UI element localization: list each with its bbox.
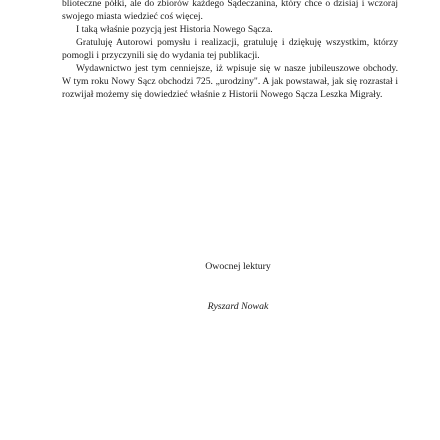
author-signature: Ryszard Nowak [207,301,269,312]
paragraph-3: Gratuluję Autorowi pomysłu i realizacji, gratuluję i dziękuję wszystkim, którzy pomogli i przyczynili się do wydania tej publikacji. [62,37,398,61]
paragraph-2: I taką właśnie pozycją jest Historia Nowego Sącza. [76,24,273,35]
closing-wishes: Owocnej lektury [205,261,271,272]
paragraph-4: Wydawnictwo jest tym cenniejsze, iż wpisuje się w nasze jubileuszowe obchody. W tym roku Nowy Sącz obchodzi 725. „urodziny". A jak powstawał, jak się rozrastał i rozwijał możemy się dowiedzieć właśnie z Historii Nowego Sącza Leszka Migrały. [62,63,398,100]
body-text [62,0,398,101]
paragraph-1: blioteczne półki, ale do zbiorów każdego Sądeczanina, który chce o dzisiaj i wczoraj swojego miasta wiedzieć coś więcej. [62,0,398,22]
